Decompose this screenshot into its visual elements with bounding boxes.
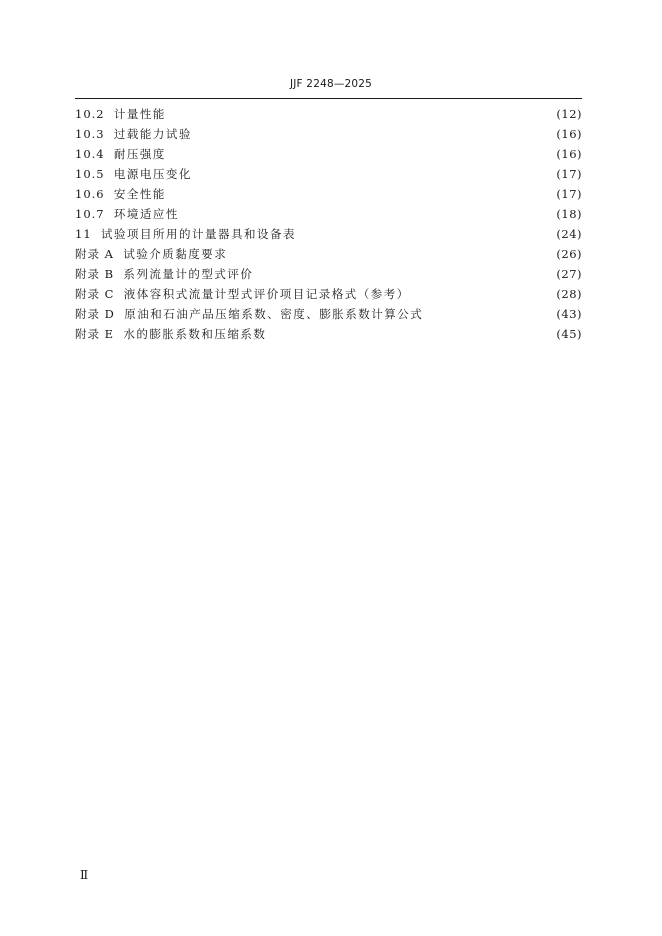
toc-dot-leader — [300, 224, 552, 244]
toc-entry-page: (16) — [556, 127, 582, 141]
toc-entry-page: (28) — [556, 287, 582, 301]
toc-entry-number: 附录 E — [75, 327, 115, 341]
toc-entry[interactable] — [75, 164, 582, 184]
toc-entry-number: 10.2 — [75, 107, 105, 121]
toc-entry-page: (12) — [556, 107, 582, 121]
toc-entry-title: 过载能力试验 — [113, 127, 192, 141]
toc-entry-title: 试验项目所用的计量器具和设备表 — [100, 227, 296, 241]
toc-dot-leader — [427, 304, 552, 324]
toc-entry-page: (26) — [556, 247, 582, 261]
toc-entry-number: 附录 B — [75, 267, 115, 281]
toc-dot-leader — [170, 104, 552, 124]
toc-entry[interactable] — [75, 284, 582, 304]
toc-entry[interactable] — [75, 104, 582, 124]
toc-entry-gap — [105, 207, 114, 221]
toc-entry-page: (45) — [556, 327, 582, 341]
toc-entry-number: 10.7 — [75, 207, 105, 221]
toc-entry-gap — [114, 267, 123, 281]
toc-entry-page: (17) — [556, 187, 582, 201]
toc-entry-gap — [105, 187, 114, 201]
toc-entry-number: 10.3 — [75, 127, 105, 141]
toc-entry-title: 耐压强度 — [113, 147, 166, 161]
toc-entry-title: 环境适应性 — [113, 207, 179, 221]
toc-dot-leader — [170, 184, 552, 204]
toc-entry-number: 10.5 — [75, 167, 105, 181]
header-divider — [75, 98, 582, 99]
toc-entry-gap — [105, 127, 114, 141]
toc-entry[interactable] — [75, 244, 582, 264]
toc-entry-gap — [115, 307, 124, 321]
toc-dot-leader — [231, 244, 552, 264]
toc-entry-page: (17) — [556, 167, 582, 181]
toc-entry-number: 附录 D — [75, 307, 115, 321]
toc-entry[interactable] — [75, 304, 582, 324]
toc-entry-gap — [114, 327, 123, 341]
toc-entry[interactable] — [75, 264, 582, 284]
toc-entry-gap — [114, 247, 123, 261]
toc-entry-gap — [105, 147, 114, 161]
toc-dot-leader — [270, 324, 552, 344]
toc-dot-leader — [196, 124, 552, 144]
toc-entry[interactable] — [75, 144, 582, 164]
toc-entry-title: 系列流量计的型式评价 — [123, 267, 254, 281]
toc-entry-page: (43) — [556, 307, 582, 321]
toc-dot-leader — [257, 264, 552, 284]
toc-entry-title: 液体容积式流量计型式评价项目记录格式（参考） — [123, 287, 410, 301]
toc-entry[interactable] — [75, 124, 582, 144]
page-number: Ⅱ — [80, 868, 89, 882]
toc-entry-title: 试验介质黏度要求 — [123, 247, 228, 261]
toc-entry-title: 水的膨胀系数和压缩系数 — [123, 327, 267, 341]
toc-entry-number: 附录 C — [75, 287, 115, 301]
toc-entry-gap — [92, 227, 101, 241]
toc-entry-title: 计量性能 — [113, 107, 166, 121]
toc-entry-title: 安全性能 — [113, 187, 166, 201]
toc-entry-page: (18) — [556, 207, 582, 221]
toc-entry-gap — [105, 167, 114, 181]
toc-entry[interactable] — [75, 324, 582, 344]
toc-dot-leader — [196, 164, 552, 184]
toc-entry-title: 电源电压变化 — [113, 167, 192, 181]
toc-entry-number: 10.4 — [75, 147, 105, 161]
toc-entry[interactable] — [75, 204, 582, 224]
toc-entry-number: 附录 A — [75, 247, 114, 261]
toc-entry-page: (16) — [556, 147, 582, 161]
toc-entry-title: 原油和石油产品压缩系数、密度、膨胀系数计算公式 — [124, 307, 424, 321]
toc-entry-page: (27) — [556, 267, 582, 281]
toc-entry-gap — [105, 107, 114, 121]
page-header: JJF 2248—2025 — [289, 78, 373, 90]
toc-dot-leader — [414, 284, 553, 304]
table-of-contents — [75, 104, 582, 344]
toc-entry-gap — [114, 287, 123, 301]
toc-entry-page: (24) — [556, 227, 582, 241]
toc-dot-leader — [170, 144, 552, 164]
toc-dot-leader — [183, 204, 552, 224]
toc-entry[interactable] — [75, 224, 582, 244]
toc-entry-number: 10.6 — [75, 187, 105, 201]
toc-entry-number: 11 — [75, 227, 92, 241]
toc-entry[interactable] — [75, 184, 582, 204]
